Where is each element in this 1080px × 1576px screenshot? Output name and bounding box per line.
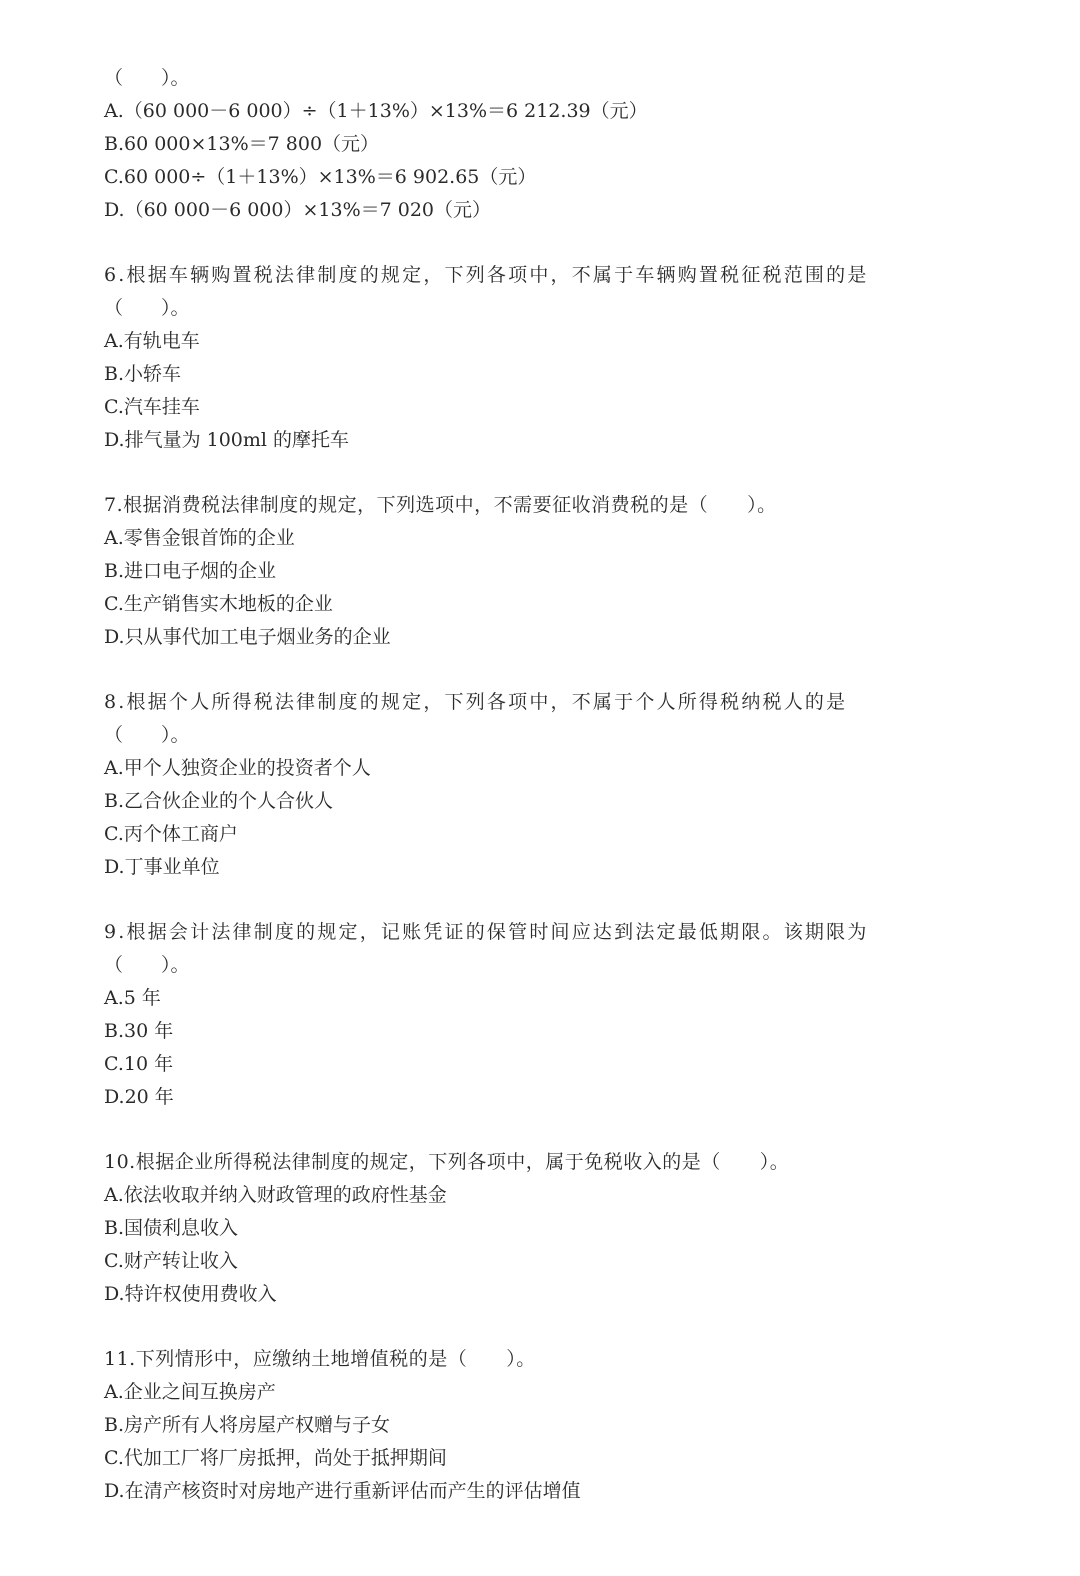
question-9 — [104, 916, 984, 1114]
question-spacer — [104, 1311, 984, 1343]
question-11-option-a: A.企业之间互换房产 — [104, 1381, 276, 1403]
question-spacer — [104, 1114, 984, 1146]
question-6-option-b: B.小轿车 — [104, 363, 182, 385]
question-11-option-c: C.代加工厂将厂房抵押，尚处于抵押期间 — [104, 1447, 447, 1469]
question-7-option-b: B.进口电子烟的企业 — [104, 560, 277, 582]
question-5-option-b: B.60 000×13%＝7 800（元） — [104, 133, 380, 155]
question-5-option-d: D.（60 000－6 000）×13%＝7 020（元） — [104, 199, 492, 221]
question-10-option-d: D.特许权使用费收入 — [104, 1283, 277, 1305]
question-7-option-a: A.零售金银首饰的企业 — [104, 527, 295, 549]
question-6-option-d: D.排气量为 100ml 的摩托车 — [104, 429, 350, 451]
question-spacer — [104, 457, 984, 489]
question-8 — [104, 686, 984, 884]
question-9-option-d: D.20 年 — [104, 1086, 174, 1108]
question-10-option-c: C.财产转让收入 — [104, 1250, 238, 1272]
question-8-option-d: D.丁事业单位 — [104, 856, 220, 878]
question-6-stem: 6.根据车辆购置税法律制度的规定，下列各项中，不属于车辆购置税征税范围的是 — [104, 264, 869, 286]
question-8-option-c: C.丙个体工商户 — [104, 823, 238, 845]
question-11-stem: 11.下列情形中，应缴纳土地增值税的是（ ）。 — [104, 1348, 536, 1370]
question-6-option-c: C.汽车挂车 — [104, 396, 200, 418]
question-9-stem: 9.根据会计法律制度的规定，记账凭证的保管时间应达到法定最低期限。该期限为 — [104, 921, 869, 943]
question-10-stem: 10.根据企业所得税法律制度的规定，下列各项中，属于免税收入的是（ ）。 — [104, 1151, 790, 1173]
question-7 — [104, 489, 984, 654]
question-7-option-d: D.只从事代加工电子烟业务的企业 — [104, 626, 391, 648]
exam-page — [104, 62, 984, 1508]
question-11 — [104, 1343, 984, 1508]
question-9-option-c: C.10 年 — [104, 1053, 174, 1075]
question-10 — [104, 1146, 984, 1311]
question-5-option-a: A.（60 000－6 000）÷（1＋13%）×13%＝6 212.39（元） — [104, 100, 648, 122]
question-7-option-c: C.生产销售实木地板的企业 — [104, 593, 333, 615]
question-6 — [104, 259, 984, 457]
question-9-option-a: A.5 年 — [104, 987, 161, 1009]
question-6-option-a: A.有轨电车 — [104, 330, 200, 352]
question-10-option-a: A.依法收取并纳入财政管理的政府性基金 — [104, 1184, 447, 1206]
question-9-option-b: B.30 年 — [104, 1020, 174, 1042]
question-5-stem-continuation: （ ）。 — [104, 67, 190, 89]
question-11-option-d: D.在清产核资时对房地产进行重新评估而产生的评估增值 — [104, 1480, 581, 1502]
question-spacer — [104, 227, 984, 259]
question-8-stem-continuation: （ ）。 — [104, 724, 190, 746]
question-11-option-b: B.房产所有人将房屋产权赠与子女 — [104, 1414, 391, 1436]
question-spacer — [104, 654, 984, 686]
question-6-stem-continuation: （ ）。 — [104, 297, 190, 319]
question-8-option-a: A.甲个人独资企业的投资者个人 — [104, 757, 371, 779]
question-5-option-c: C.60 000÷（1＋13%）×13%＝6 902.65（元） — [104, 166, 537, 188]
question-10-option-b: B.国债利息收入 — [104, 1217, 239, 1239]
question-spacer — [104, 884, 984, 916]
question-8-option-b: B.乙合伙企业的个人合伙人 — [104, 790, 334, 812]
question-5 — [104, 62, 984, 227]
question-7-stem: 7.根据消费税法律制度的规定，下列选项中，不需要征收消费税的是（ ）。 — [104, 494, 777, 516]
question-8-stem: 8.根据个人所得税法律制度的规定，下列各项中，不属于个人所得税纳税人的是 — [104, 691, 848, 713]
question-9-stem-continuation: （ ）。 — [104, 954, 190, 976]
